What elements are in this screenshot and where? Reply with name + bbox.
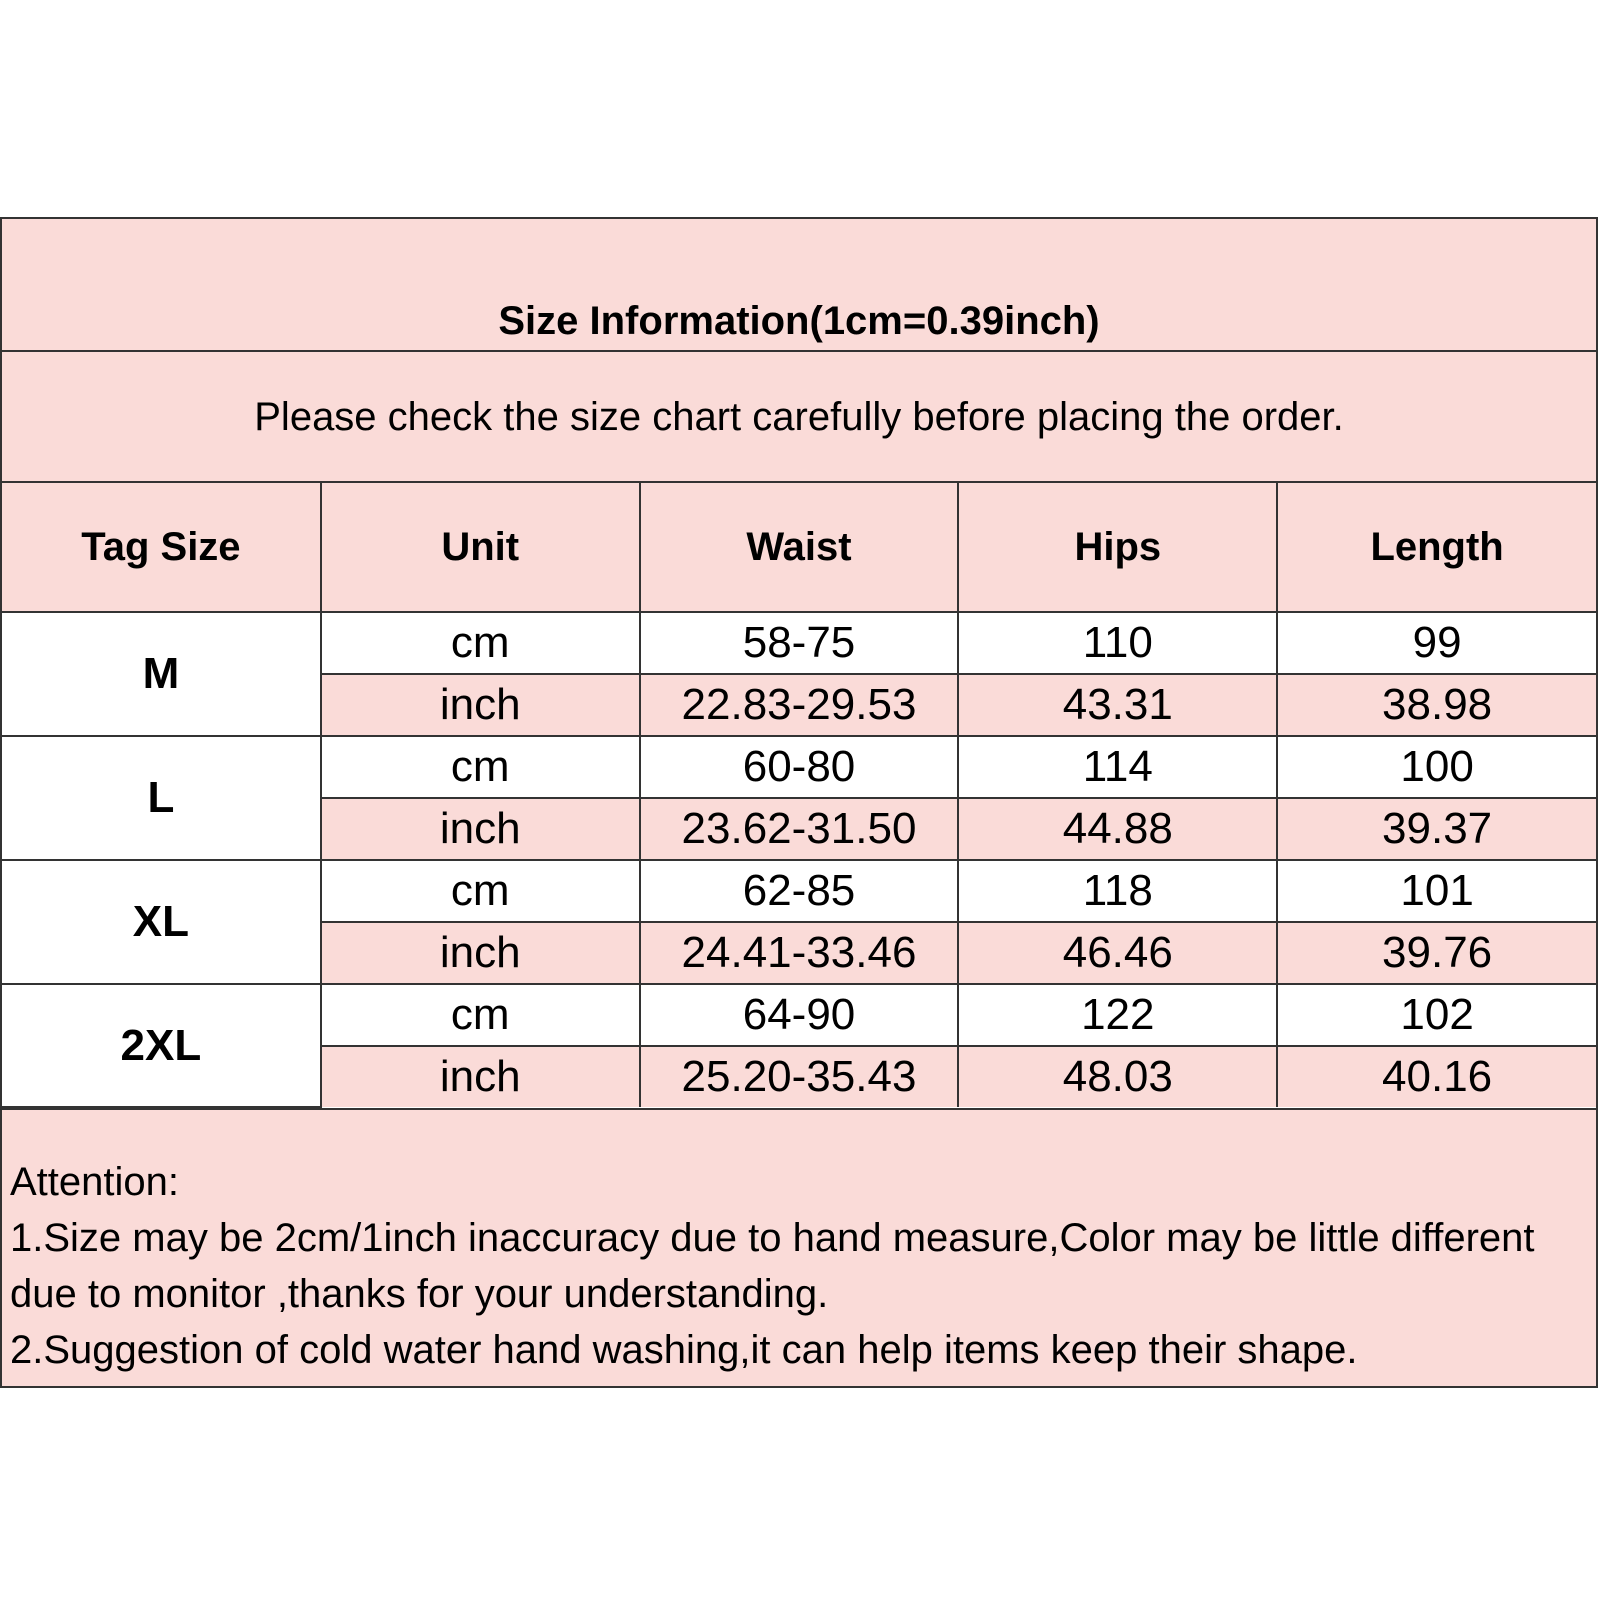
unit-cell: inch <box>321 922 640 984</box>
header-length: Length <box>1277 483 1596 612</box>
unit-cell: cm <box>321 612 640 674</box>
hips-cell: 43.31 <box>958 674 1277 736</box>
waist-cell: 60-80 <box>640 736 959 798</box>
tag-size-cell: XL <box>2 860 321 984</box>
unit-cell: cm <box>321 984 640 1046</box>
unit-cell: cm <box>321 860 640 922</box>
tag-size-cell: L <box>2 736 321 860</box>
attention-heading: Attention: <box>10 1160 180 1204</box>
hips-cell: 114 <box>958 736 1277 798</box>
length-cell: 99 <box>1277 612 1596 674</box>
waist-cell: 62-85 <box>640 860 959 922</box>
length-cell: 39.37 <box>1277 798 1596 860</box>
length-cell: 40.16 <box>1277 1046 1596 1107</box>
unit-cell: inch <box>321 1046 640 1107</box>
waist-cell: 58-75 <box>640 612 959 674</box>
check-notice: Please check the size chart carefully before placing the order. <box>2 352 1596 483</box>
waist-cell: 24.41-33.46 <box>640 922 959 984</box>
length-cell: 38.98 <box>1277 674 1596 736</box>
hips-cell: 44.88 <box>958 798 1277 860</box>
table-row <box>2 612 1596 674</box>
tag-size-cell: 2XL <box>2 984 321 1107</box>
hips-cell: 46.46 <box>958 922 1277 984</box>
length-cell: 100 <box>1277 736 1596 798</box>
unit-cell: inch <box>321 798 640 860</box>
hips-cell: 118 <box>958 860 1277 922</box>
waist-cell: 25.20-35.43 <box>640 1046 959 1107</box>
attention-line-1: 1.Size may be 2cm/1inch inaccuracy due to hand measure,Color may be little different due to monitor ,thanks for your understanding. <box>10 1216 1535 1316</box>
hips-cell: 122 <box>958 984 1277 1046</box>
hips-cell: 110 <box>958 612 1277 674</box>
title-band <box>2 219 1596 352</box>
attention-section <box>2 1108 1596 1386</box>
hips-cell: 48.03 <box>958 1046 1277 1107</box>
header-unit: Unit <box>321 483 640 612</box>
unit-cell: cm <box>321 736 640 798</box>
size-chart <box>0 217 1598 1388</box>
size-table <box>2 483 1596 1108</box>
tag-size-cell: M <box>2 612 321 736</box>
table-row <box>2 736 1596 798</box>
header-row <box>2 483 1596 612</box>
length-cell: 101 <box>1277 860 1596 922</box>
table-row <box>2 860 1596 922</box>
chart-title: Size Information(1cm=0.39inch) <box>498 299 1100 343</box>
unit-cell: inch <box>321 674 640 736</box>
length-cell: 102 <box>1277 984 1596 1046</box>
header-tag-size: Tag Size <box>2 483 321 612</box>
length-cell: 39.76 <box>1277 922 1596 984</box>
waist-cell: 64-90 <box>640 984 959 1046</box>
waist-cell: 22.83-29.53 <box>640 674 959 736</box>
attention-line-2: 2.Suggestion of cold water hand washing,it can help items keep their shape. <box>10 1328 1358 1372</box>
table-row <box>2 984 1596 1046</box>
waist-cell: 23.62-31.50 <box>640 798 959 860</box>
header-waist: Waist <box>640 483 959 612</box>
header-hips: Hips <box>958 483 1277 612</box>
